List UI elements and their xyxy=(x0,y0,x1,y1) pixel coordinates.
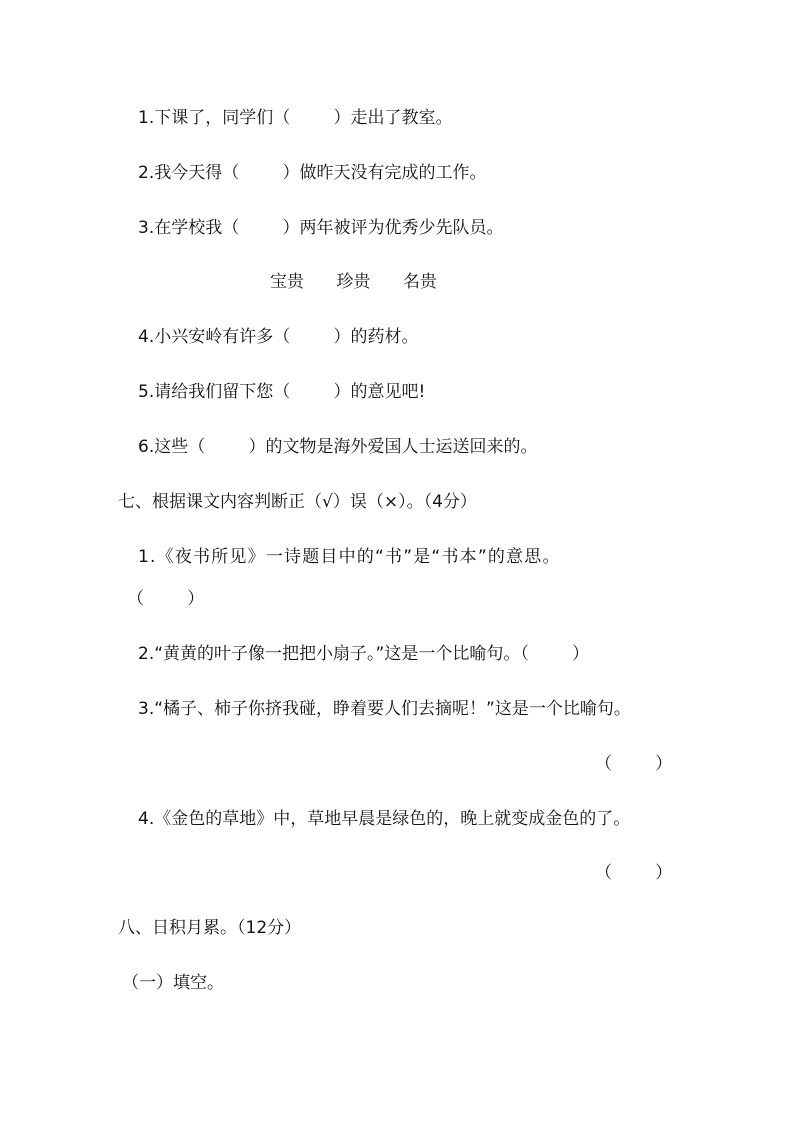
section-7-heading: 七、根据课文内容判断正（√）误（×）。（4分） xyxy=(118,492,477,512)
subsection-1-heading: （一）填空。 xyxy=(122,973,224,993)
question-6: 6.这些（ ）的文物是海外爱国人士运送回来的。 xyxy=(138,437,538,457)
judge-item-4: 4.《金色的草地》中，草地早晨是绿色的，晚上就变成金色的了。 xyxy=(138,809,631,829)
judge-item-1-answer: （ ） xyxy=(127,589,205,609)
judge-item-3-answer: （ ） xyxy=(595,754,673,774)
question-4: 4.小兴安岭有许多（ ）的药材。 xyxy=(138,327,419,347)
word-bank: 宝贵 珍贵 名贵 xyxy=(270,272,437,292)
question-3: 3.在学校我（ ）两年被评为优秀少先队员。 xyxy=(138,218,504,238)
judge-item-3: 3.“橘子、柿子你挤我碰，睁着要人们去摘呢！”这是一个比喻句。 xyxy=(138,699,631,719)
question-2: 2.我今天得（ ）做昨天没有完成的工作。 xyxy=(138,163,487,183)
question-5: 5.请给我们留下您（ ）的意见吧! xyxy=(138,382,426,402)
question-1: 1.下课了，同学们（ ）走出了教室。 xyxy=(138,108,453,128)
judge-item-1: 1.《夜书所见》一诗题目中的“书”是“书本”的意思。 xyxy=(138,547,561,567)
section-8-heading: 八、日积月累。（12分） xyxy=(118,918,302,938)
judge-item-2: 2.“黄黄的叶子像一把把小扇子。”这是一个比喻句。（ ） xyxy=(138,644,590,664)
judge-item-4-answer: （ ） xyxy=(595,863,673,883)
